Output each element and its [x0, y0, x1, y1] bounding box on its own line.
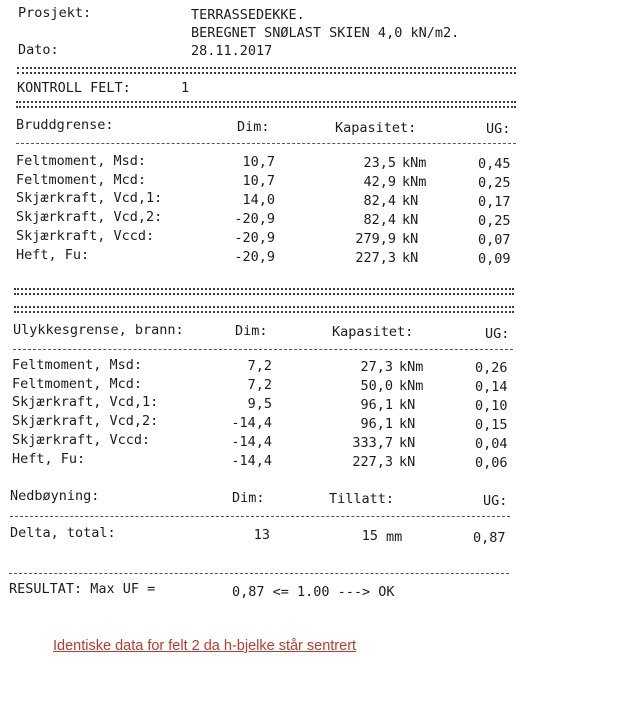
row-capacity: 82,4: [363, 211, 396, 228]
row-unit: kNm: [402, 155, 427, 171]
project-value: TERRASSEDEKKE.: [191, 7, 305, 23]
row-capacity: 50,0: [360, 377, 393, 394]
deflection-ug: 0,87: [473, 530, 506, 546]
date-value: 28.11.2017: [191, 43, 273, 59]
row-dim: 7,2: [247, 358, 272, 374]
deflection-allowed: 15: [361, 528, 378, 544]
separator-dashed: [10, 516, 510, 517]
result-value: 0,87 <= 1.00 ---> OK: [232, 584, 395, 600]
row-dim: -14,4: [231, 415, 272, 431]
row-ug: 0,17: [478, 193, 511, 210]
row-dim: -20,9: [234, 230, 275, 246]
row-capacity: 279,9: [355, 230, 396, 247]
row-name: Feltmoment, Mcd:: [16, 171, 147, 188]
fire-col-cap: Kapasitet:: [332, 324, 414, 340]
row-ug: 0,25: [478, 212, 511, 229]
separator-double: [17, 67, 516, 74]
field-value: 1: [181, 80, 190, 96]
row-ug: 0,45: [478, 155, 511, 172]
row-unit: kN: [402, 231, 419, 247]
row-unit: kN: [399, 416, 416, 432]
row-ug: 0,25: [478, 174, 511, 191]
row-name: Skjærkraft, Vccd:: [16, 227, 155, 244]
separator-dashed: [16, 143, 516, 144]
row-ug: 0,07: [478, 231, 511, 248]
row-ug: 0,09: [478, 250, 511, 267]
row-ug: 0,15: [475, 416, 508, 433]
date-label: Dato:: [18, 42, 59, 58]
row-capacity: 227,3: [355, 249, 396, 266]
row-ug: 0,04: [475, 435, 508, 452]
row-dim: 9,5: [247, 396, 272, 412]
row-unit: kNm: [399, 378, 424, 394]
deflection-name: Delta, total:: [10, 525, 116, 541]
row-capacity: 23,5: [363, 154, 396, 171]
row-unit: kN: [399, 435, 416, 451]
row-name: Skjærkraft, Vcd,1:: [16, 190, 163, 207]
row-unit: kN: [402, 250, 419, 266]
row-unit: kN: [402, 212, 419, 228]
row-name: Skjærkraft, Vcd,1:: [12, 394, 159, 411]
deflection-col-allowed: Tillatt:: [329, 491, 395, 507]
separator-double: [14, 306, 514, 313]
row-name: Feltmoment, Msd:: [16, 153, 147, 169]
row-dim: 10,7: [242, 154, 275, 170]
row-unit: kN: [399, 454, 416, 470]
row-capacity: 82,4: [363, 192, 396, 209]
row-capacity: 42,9: [363, 173, 396, 190]
row-dim: 7,2: [247, 377, 272, 393]
row-unit: kN: [399, 397, 416, 413]
row-unit: kN: [402, 193, 419, 209]
row-name: Feltmoment, Mcd:: [12, 375, 143, 392]
row-name: Feltmoment, Msd:: [12, 357, 143, 373]
result-label: RESULTAT: Max UF =: [9, 581, 156, 597]
uls-col-dim: Dim:: [237, 119, 270, 135]
row-ug: 0,10: [475, 397, 508, 414]
row-ug: 0,26: [475, 359, 508, 376]
project-label: Prosjekt:: [18, 5, 92, 21]
deflection-col-ug: UG:: [483, 493, 508, 509]
row-name: Heft, Fu:: [16, 246, 90, 263]
separator-dashed: [9, 573, 509, 574]
row-capacity: 333,7: [352, 434, 393, 451]
row-name: Heft, Fu:: [12, 450, 86, 467]
row-capacity: 96,1: [360, 415, 393, 432]
row-dim: -20,9: [234, 211, 275, 227]
field-label: KONTROLL FELT:: [17, 80, 131, 96]
row-capacity: 227,3: [352, 453, 393, 470]
row-name: Skjærkraft, Vcd,2:: [12, 413, 159, 430]
separator-double: [14, 288, 514, 295]
row-dim: -20,9: [234, 249, 275, 265]
uls-col-cap: Kapasitet:: [335, 120, 417, 136]
deflection-col-dim: Dim:: [232, 490, 265, 506]
row-unit: kNm: [399, 359, 424, 375]
separator-double: [16, 101, 516, 108]
row-ug: 0,06: [475, 454, 508, 471]
fire-title: Ulykkesgrense, brann:: [13, 322, 184, 338]
row-capacity: 27,3: [360, 358, 393, 375]
deflection-dim: 13: [253, 527, 270, 543]
note-link-text: Identiske data for felt 2 da h-bjelke står sentrert: [53, 638, 357, 654]
calc-note: BEREGNET SNØLAST SKIEN 4,0 kN/m2.: [191, 25, 460, 41]
row-name: Skjærkraft, Vccd:: [12, 431, 151, 448]
separator-dashed: [13, 349, 513, 350]
row-ug: 0,14: [475, 378, 508, 395]
deflection-unit: mm: [386, 529, 403, 545]
row-dim: 14,0: [242, 192, 275, 208]
uls-title: Bruddgrense:: [16, 117, 114, 133]
fire-col-ug: UG:: [485, 326, 510, 342]
row-dim: 10,7: [242, 173, 275, 189]
row-dim: -14,4: [231, 434, 272, 450]
row-unit: kNm: [402, 174, 427, 190]
row-dim: -14,4: [231, 453, 272, 469]
fire-col-dim: Dim:: [235, 323, 268, 339]
deflection-title: Nedbøyning:: [10, 488, 100, 504]
uls-col-ug: UG:: [486, 121, 511, 137]
row-capacity: 96,1: [360, 396, 393, 413]
row-name: Skjærkraft, Vcd,2:: [16, 209, 163, 226]
